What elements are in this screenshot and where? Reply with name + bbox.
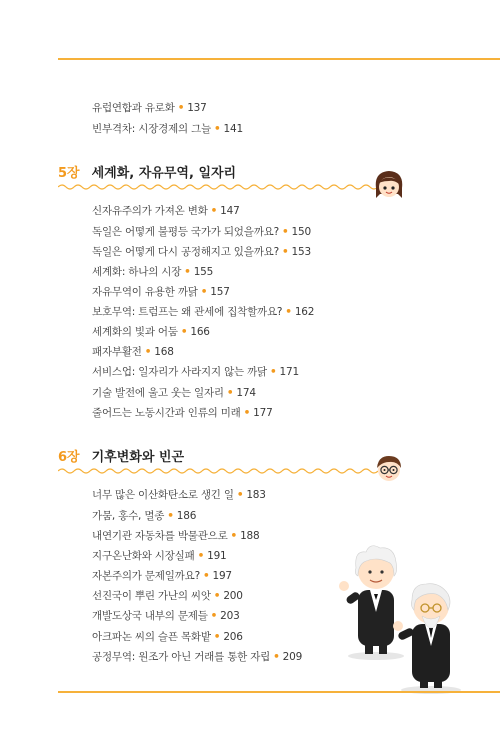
toc-entry: 지구온난화와 시장실패 • 191 (92, 550, 227, 562)
toc-entry: 패자부활전 • 168 (92, 346, 174, 358)
toc-entry: 개발도상국 내부의 문제들 • 203 (92, 610, 240, 622)
wavy-divider (58, 467, 378, 475)
boy-glasses-character-icon (372, 453, 406, 485)
toc-entry: 기술 발전에 울고 웃는 일자리 • 174 (92, 387, 256, 399)
toc-entry: 자유무역이 유용한 까닭 • 157 (92, 286, 230, 298)
bottom-rule (58, 691, 500, 693)
toc-entry: 독일은 어떻게 불평등 국가가 되었을까요? • 150 (92, 226, 311, 238)
toc-entry: 자본주의가 문제일까요? • 197 (92, 570, 232, 582)
toc-entry: 세계화: 하나의 시장 • 155 (92, 266, 214, 278)
toc-entry: 보호무역: 트럼프는 왜 관세에 집착할까요? • 162 (92, 306, 315, 318)
toc-entry: 세계화의 빛과 어둠 • 166 (92, 326, 210, 338)
toc-entry: 빈부격차: 시장경제의 그늘 • 141 (92, 123, 243, 135)
toc-entry: 유럽연합과 유로화 • 137 (92, 102, 207, 114)
toc-entry: 독일은 어떻게 다시 공정해지고 있을까요? • 153 (92, 246, 311, 258)
chapter-number: 5장 (58, 166, 80, 181)
elderly-men-illustration (336, 538, 471, 698)
chapter-5-heading (58, 162, 236, 182)
top-rule (58, 58, 500, 60)
toc-entry: 너무 많은 이산화탄소로 생긴 일 • 183 (92, 489, 266, 501)
toc-entry: 서비스업: 일자리가 사라지지 않는 까닭 • 171 (92, 366, 299, 378)
toc-entry: 내연기관 자동차를 박물관으로 • 188 (92, 530, 260, 542)
toc-entry: 신자유주의가 가져온 변화 • 147 (92, 205, 240, 217)
toc-entry: 가뭄, 홍수, 멸종 • 186 (92, 510, 197, 522)
toc-entry: 줄어드는 노동시간과 인류의 미래 • 177 (92, 407, 273, 419)
toc-entry: 아크파논 씨의 슬픈 목화밭 • 206 (92, 631, 243, 643)
toc-entry: 공정무역: 원조가 아닌 거래를 통한 자립 • 209 (92, 651, 303, 663)
chapter-6-heading (58, 446, 184, 466)
chapter-title: 기후변화와 빈곤 (91, 450, 185, 465)
toc-entry: 선진국이 뿌린 가난의 씨앗 • 200 (92, 590, 243, 602)
chapter-number: 6장 (58, 450, 80, 465)
chapter-title: 세계화, 자유무역, 일자리 (91, 166, 237, 181)
girl-character-icon (372, 168, 406, 202)
wavy-divider (58, 183, 378, 191)
